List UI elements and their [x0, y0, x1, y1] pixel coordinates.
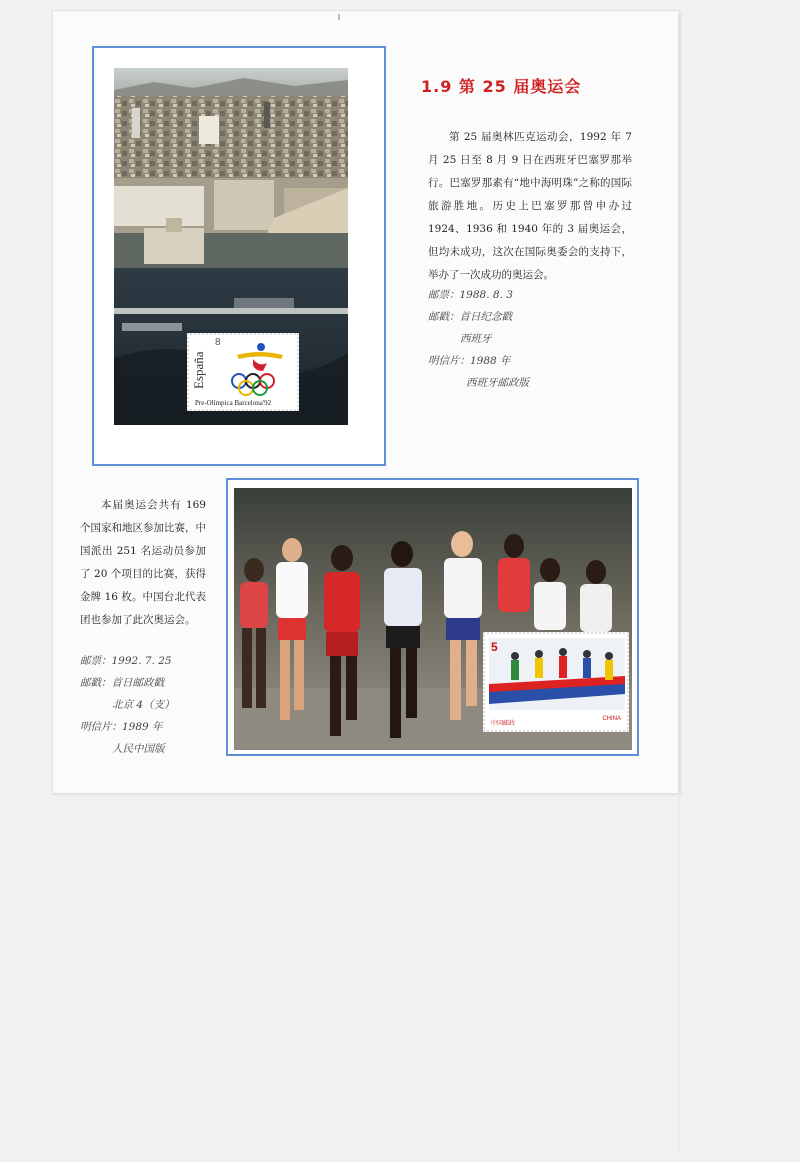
binding-mark: [338, 14, 340, 20]
stamp-value: 5: [491, 640, 498, 654]
card2-info: [80, 650, 175, 760]
stamp-value: 8: [215, 337, 221, 348]
card1-postmark: 邮戳：首日纪念戳: [428, 311, 512, 323]
stamp-country-en: CHINA: [602, 716, 621, 722]
barcelona-maximum-card: [92, 46, 386, 466]
section-title: 1.9 第 25 届奥运会: [421, 77, 582, 96]
card1-postcard-year: 明信片：1988 年: [428, 355, 511, 367]
card2-postcard-year: 明信片：1989 年: [80, 721, 163, 733]
barcelona-olympic-logo-icon: [223, 341, 295, 397]
card1-info: [428, 284, 529, 394]
page-edge: [678, 14, 679, 1154]
spain-olympic-stamp: [187, 333, 299, 411]
card2-stamp-date: 邮票：1992. 7. 25: [80, 655, 172, 667]
participation-paragraph: [80, 494, 206, 632]
card2-postmark: 邮戳：首日邮政戳: [80, 677, 164, 689]
stamp-country: España: [191, 351, 206, 389]
card2-postmark-place: 北京 4（支）: [112, 699, 175, 711]
stamp-caption: Pre-Olímpica Barcelona'92: [195, 399, 272, 407]
card1-postcard-publisher: 西班牙邮政版: [466, 377, 529, 389]
china-olympic-stamp: [483, 632, 629, 732]
runners-maximum-card: [226, 478, 639, 756]
stamp-country: 中国邮政: [491, 720, 516, 727]
card2-postcard-publisher: 人民中国版: [112, 743, 165, 755]
card1-postmark-place: 西班牙: [460, 333, 492, 345]
card1-stamp-date: 邮票：1988. 8. 3: [428, 289, 513, 301]
intro-paragraph: [428, 126, 632, 287]
intro-text: 第 25 届奥林匹克运动会，1992 年 7 月 25 日至 8 月 9 日在西班牙巴塞罗那举行。巴塞罗那素有“地中海明珠”之称的国际旅游胜地。历史上巴塞罗那曾申办过 1924、1936 和 1940 年的 3 届奥运会，但均未成功，这次在国际奥委会的支持下，举办了一次成功的奥运会。: [428, 131, 632, 281]
participation-text: 本届奥运会共有 169 个国家和地区参加比赛，中国派出 251 名运动员参加了 20 个项目的比赛，获得金牌 16 枚。中国台北代表团也参加了此次奥运会。: [80, 499, 206, 626]
